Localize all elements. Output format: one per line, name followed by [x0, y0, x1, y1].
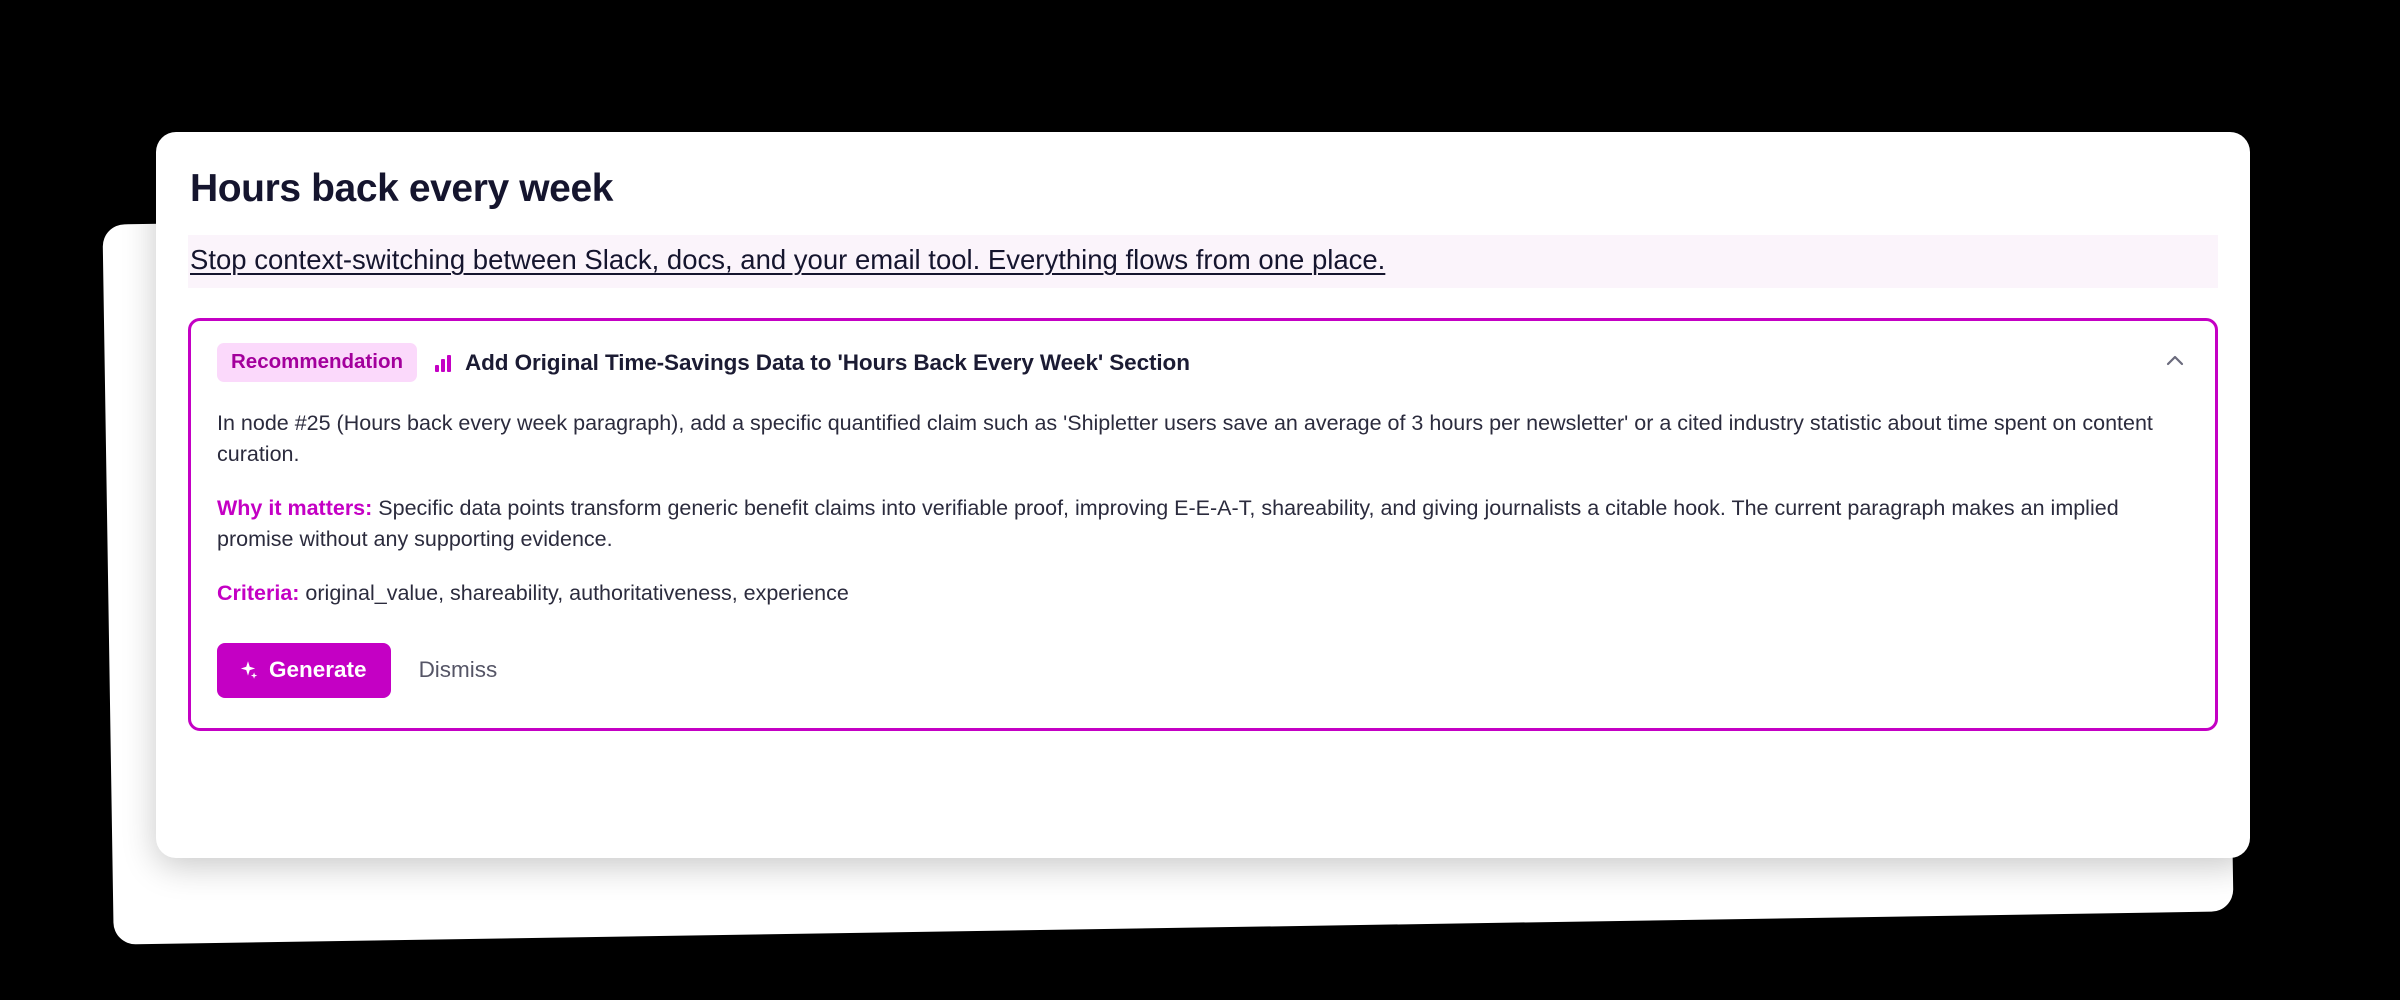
status-badge: Recommendation [217, 343, 417, 382]
why-it-matters-paragraph [217, 493, 2189, 554]
recommendation-panel [188, 318, 2218, 731]
highlighted-paragraph-text: Stop context-switching between Slack, docs, and your email tool. Everything flows from one place. [190, 243, 1386, 275]
recommendation-actions [217, 643, 2189, 698]
recommendation-description: In node #25 (Hours back every week paragraph), add a specific quantified claim such as 'Shipletter users save an average of 3 hours per newsletter' or a cited industry statistic about time spent on content curation. [217, 411, 2153, 466]
chevron-up-icon[interactable] [2161, 347, 2189, 375]
criteria-text: original_value, shareability, authoritativeness, experience [299, 581, 849, 606]
recommendation-body [217, 408, 2189, 609]
sparkle-icon [237, 659, 259, 681]
content-card [156, 132, 2250, 858]
dismiss-button[interactable]: Dismiss [401, 643, 516, 697]
page-title: Hours back every week [190, 167, 614, 210]
bar-chart-icon [435, 354, 451, 372]
why-it-matters-label: Why it matters: [217, 496, 373, 521]
highlighted-paragraph-region [188, 235, 2218, 288]
recommendation-header [217, 343, 2189, 382]
generate-button[interactable] [217, 643, 391, 698]
generate-button-label: Generate [269, 656, 367, 682]
recommendation-title: Add Original Time-Savings Data to 'Hours Back Every Week' Section [465, 349, 1190, 375]
why-it-matters-text: Specific data points transform generic benefit claims into verifiable proof, improving E-E-A-T, shareability, and giving journalists a citable hook. The current paragraph makes an implied promise without any supporting evidence. [217, 496, 2119, 551]
criteria-label: Criteria: [217, 581, 300, 606]
criteria-paragraph [217, 578, 2189, 609]
